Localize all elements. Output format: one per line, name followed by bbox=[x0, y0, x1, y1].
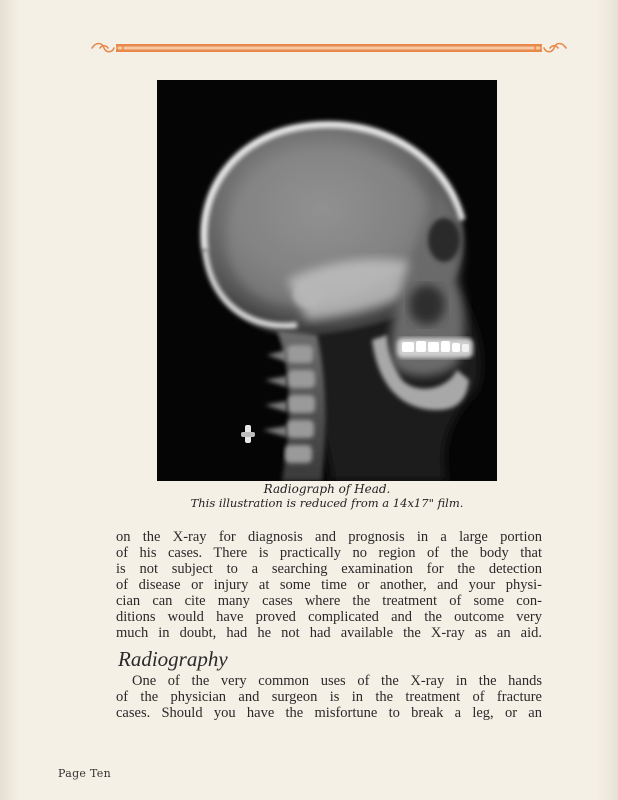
section-heading: Radiography bbox=[118, 647, 228, 671]
figure-caption-title: Radiograph of Head. bbox=[263, 482, 391, 496]
paragraph-line: One of the very common uses of the X-ray in the hands bbox=[132, 673, 542, 689]
paragraph-line: of his cases. There is practically no region of the body that bbox=[116, 545, 542, 561]
paragraph-line: of the physician and surgeon is in the treatment of fracture bbox=[116, 689, 542, 705]
paragraph-line: is not subject to a searching examination for the detection bbox=[116, 561, 542, 577]
paragraph-line: on the X-ray for diagnosis and prognosis in a large portion bbox=[116, 529, 542, 545]
paragraph-line: of disease or injury at some time or another, and your physi- bbox=[116, 577, 542, 593]
paragraph-line: cian can cite many cases where the treatment of some con- bbox=[116, 593, 542, 609]
page-number: Page Ten bbox=[58, 767, 111, 780]
paragraph-line: cases. Should you have the misfortune to break a leg, or an bbox=[116, 705, 542, 721]
paragraph-2 bbox=[116, 673, 542, 721]
skull-radiograph-image bbox=[157, 80, 497, 481]
paragraph-1 bbox=[116, 529, 542, 641]
figure-caption-note: This illustration is reduced from a 14x17" film. bbox=[190, 496, 464, 510]
ornamental-rule bbox=[90, 40, 568, 56]
paragraph-line: much in doubt, had he not had available the X-ray as an aid. bbox=[116, 625, 542, 641]
paragraph-line: ditions would have proved complicated and the outcome very bbox=[116, 609, 542, 625]
